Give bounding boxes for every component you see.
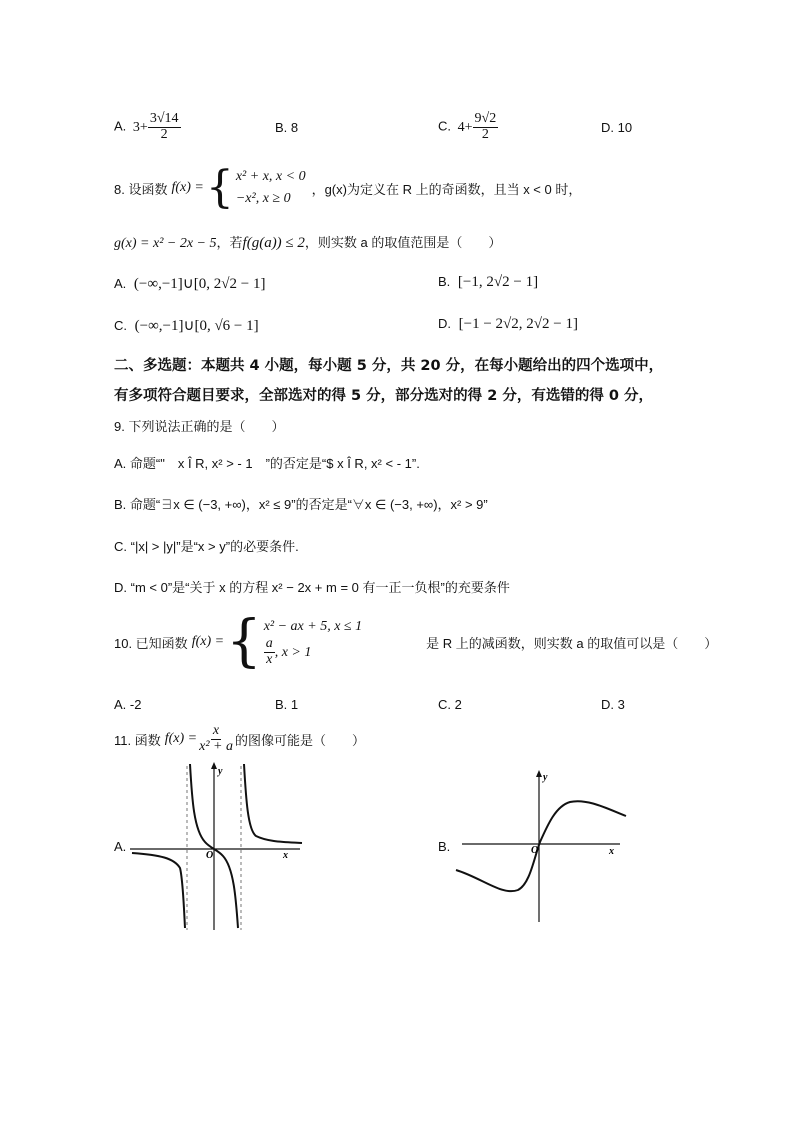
- graph-a-x-label: x: [283, 850, 288, 861]
- graph-b-y-arrow: [536, 770, 542, 777]
- graph-a-y-arrow: [211, 762, 217, 769]
- q10-piecewise: x² − ax + 5, x ≤ 1 $\frac{a}{x}$ , x > 1: [263, 619, 363, 667]
- q7-option-b[interactable]: B. 8: [275, 120, 299, 135]
- graph-a-origin-label: O: [206, 850, 214, 861]
- graph-a-y-label: y: [218, 766, 223, 777]
- q10-option-c[interactable]: C. 2: [438, 697, 462, 712]
- graph-a-left-branch: [132, 853, 185, 928]
- graph-b-curve: [456, 801, 626, 891]
- q10-left-brace: {: [226, 609, 262, 674]
- q11-option-b-label[interactable]: B.: [438, 839, 451, 854]
- q8-stem-line2: g(x) = x² − 2x − 5，若f(g(a)) ≤ 2，则实数 a 的取值范围是（ ）: [114, 235, 502, 251]
- q11-stem: 11. 函数 f(x) = $\frac{x}{\text{x² + a}}$ 的图像可能是（ ）: [114, 723, 365, 754]
- q8-option-d[interactable]: D. [−1 − 2√2, 2√2 − 1]: [438, 316, 578, 332]
- q7-option-a[interactable]: A. 3+ $\frac{3√14}{2}$: [114, 111, 179, 142]
- graph-b-x-label: x: [609, 846, 614, 857]
- q10-option-a[interactable]: A. -2: [114, 697, 142, 712]
- q10-option-d[interactable]: D. 3: [601, 697, 625, 712]
- q8-left-brace: {: [205, 162, 234, 213]
- q7-option-c[interactable]: C. 4+ $\frac{9√2}{2}$: [438, 111, 497, 142]
- q11-graph-a[interactable]: [130, 760, 310, 932]
- q9-option-c[interactable]: C. “|x| > |y|”是“x > y”的必要条件.: [114, 539, 299, 554]
- q8-option-c[interactable]: C. (−∞,−1]∪[0, √6 − 1]: [114, 318, 259, 334]
- section2-heading-line1: 二、多选题：本题共 4 小题，每小题 5 分，共 20 分，在每小题给出的四个选项中，: [114, 358, 664, 374]
- graph-b-origin-label: O: [531, 845, 539, 856]
- q8-stem-line1: 8. 设函数 f(x) = { x² + x, x < 0 −x², x ≥ 0 ，g(x)为定义在 R 上的奇函数，且当 x < 0 时，: [114, 162, 582, 213]
- q10-option-b[interactable]: B. 1: [275, 697, 299, 712]
- q9-option-b[interactable]: B. 命题“∃x ∈ (−3, +∞)，x² ≤ 9”的否定是“∀x ∈ (−3, +∞)，x² > 9”: [114, 497, 488, 512]
- q8-piecewise: x² + x, x < 0 −x², x ≥ 0: [235, 169, 306, 206]
- q9-option-a[interactable]: A. 命题“" x Î R, x² > - 1 ”的否定是“$ x Î R, x² < - 1”.: [114, 456, 420, 471]
- q11-fraction: $\frac{x}{\text{x² + a}}$: [199, 723, 233, 754]
- q10-case2-fraction: $\frac{a}{x}$: [265, 636, 273, 667]
- q8-option-a[interactable]: A. (−∞,−1]∪[0, 2√2 − 1]: [114, 276, 266, 292]
- q11-graph-b[interactable]: [452, 766, 632, 926]
- q9-stem: 9. 下列说法正确的是（ ）: [114, 419, 285, 434]
- q7-option-d[interactable]: D. 10: [601, 120, 633, 135]
- graph-a-right-branch: [244, 764, 302, 843]
- q10-stem: 10. 已知函数 f(x) = { x² − ax + 5, x ≤ 1 $\frac{a}{x}$ , x > 1 是 R 上的减函数，则实数 a 的取值可以是（ ）: [114, 609, 718, 674]
- q9-option-d[interactable]: D. “m < 0”是“关于 x 的方程 x² − 2x + m = 0 有一正一负根”的充要条件: [114, 580, 510, 595]
- q7-option-c-fraction: $\frac{9√2}{2}$: [474, 111, 497, 142]
- section2-heading-line2: 有多项符合题目要求，全部选对的得 5 分，部分选对的得 2 分，有选错的得 0 分，: [114, 388, 654, 404]
- q7-option-c-lead: 4+: [457, 119, 473, 135]
- graph-b-y-label: y: [543, 772, 548, 783]
- q11-option-a-label[interactable]: A.: [114, 839, 127, 854]
- q8-option-b[interactable]: B. [−1, 2√2 − 1]: [438, 274, 539, 290]
- q7-option-a-lead: 3+: [132, 119, 148, 135]
- q7-option-a-fraction: $\frac{3√14}{2}$: [149, 111, 179, 142]
